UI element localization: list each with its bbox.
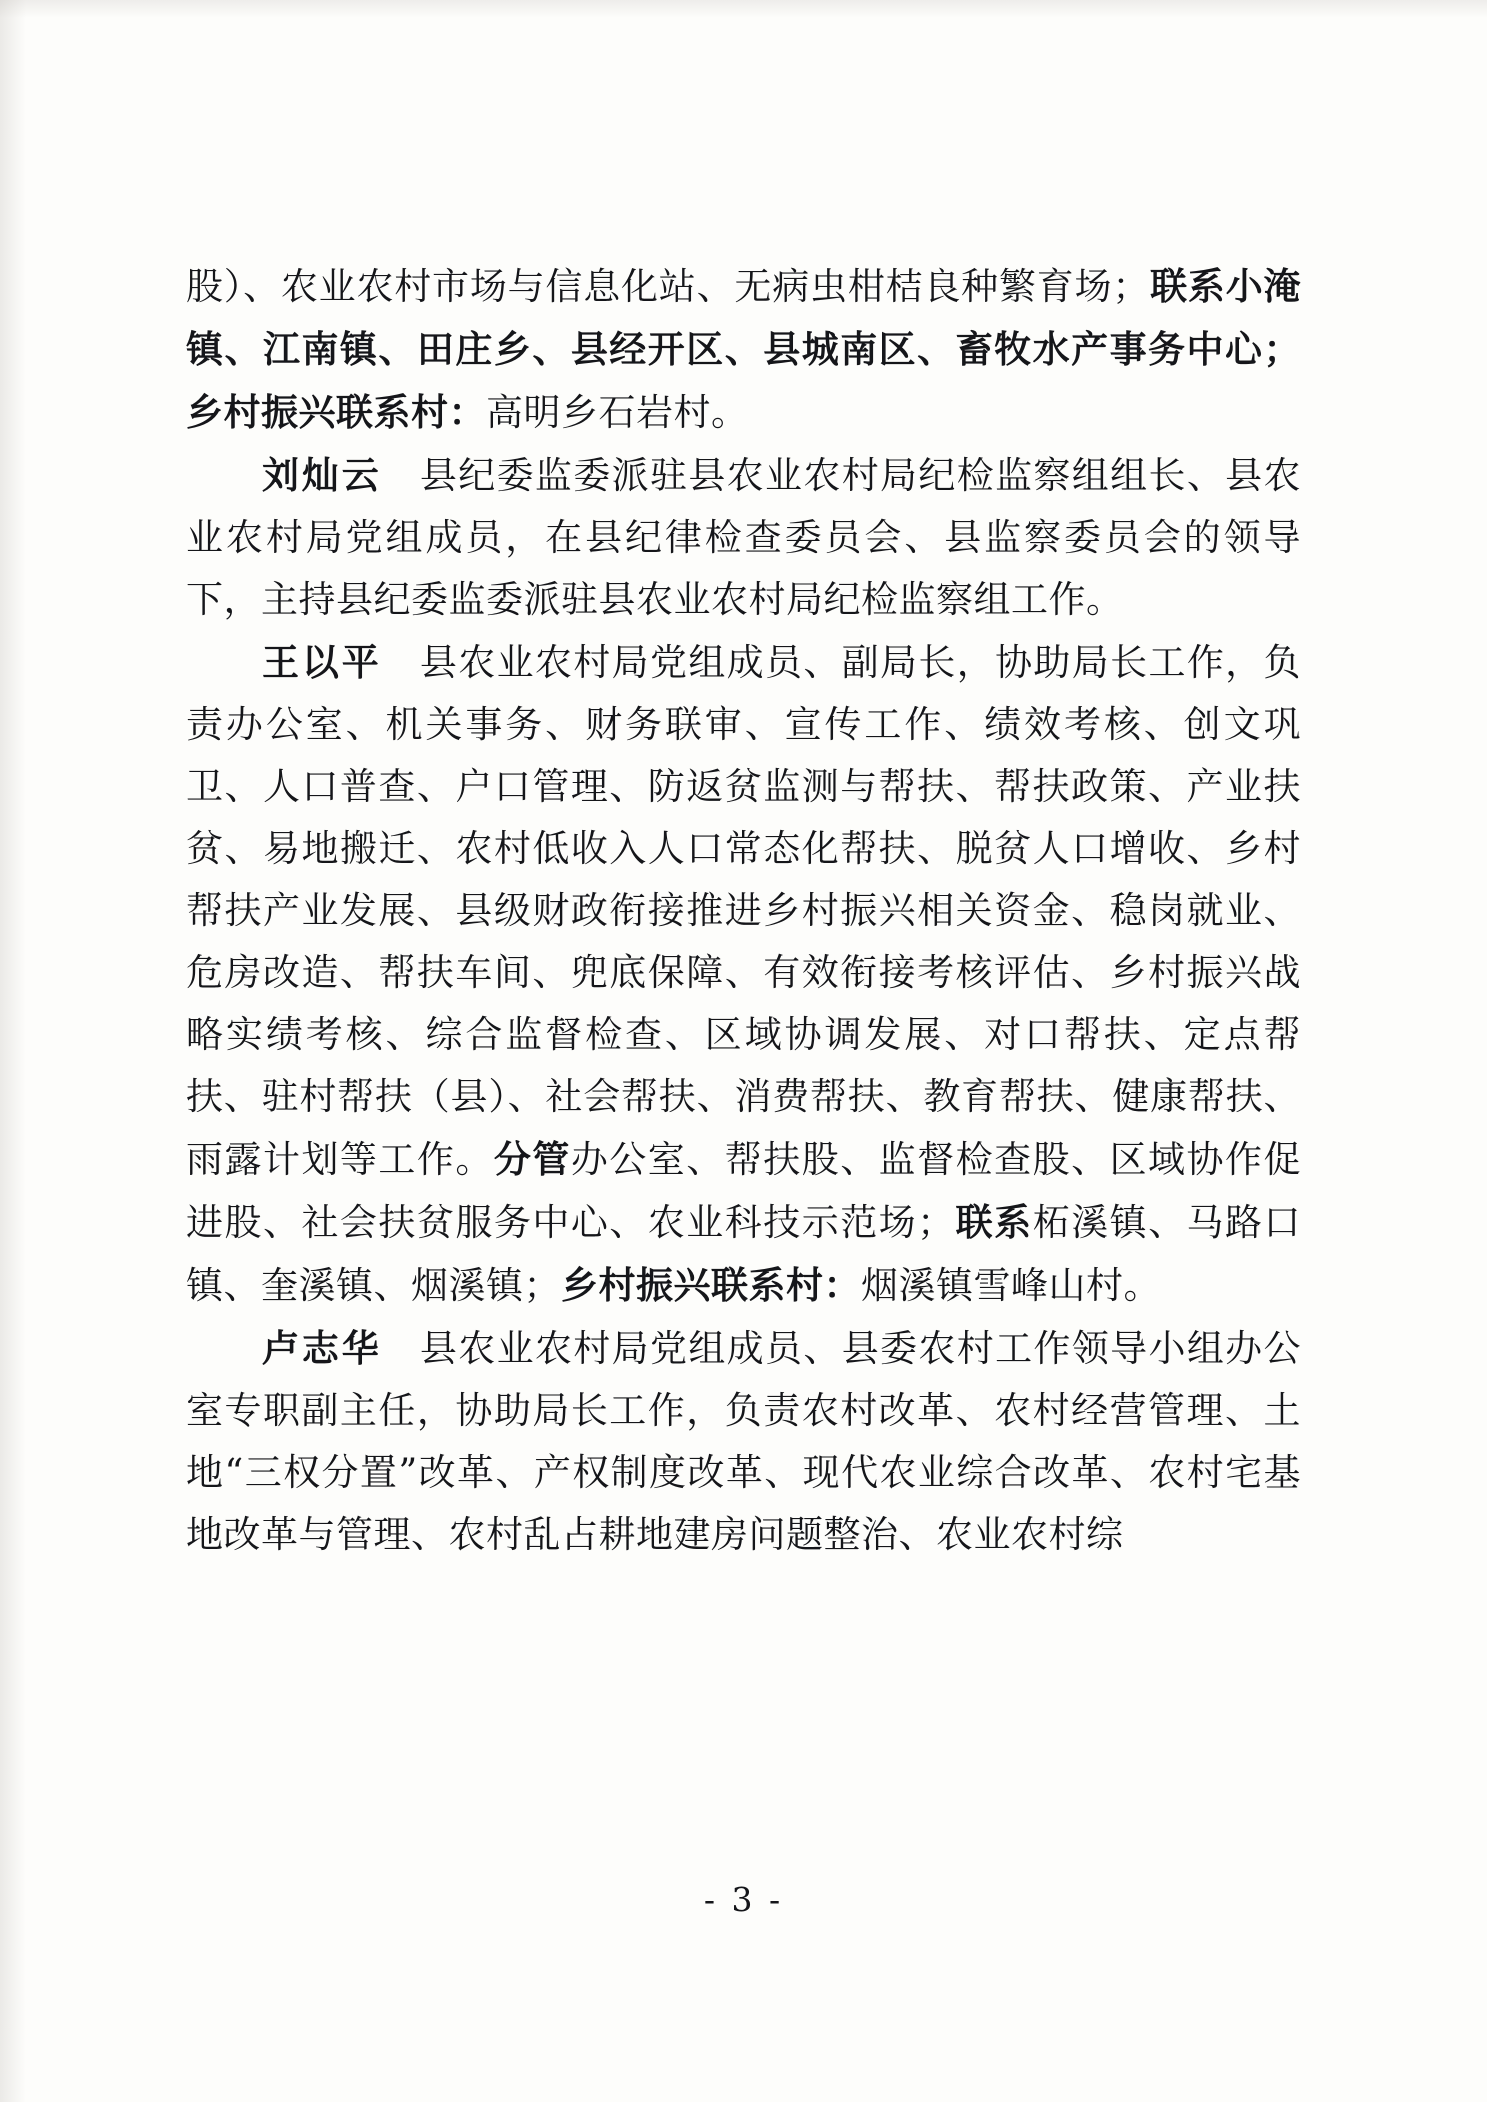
text-run: 分管 [493, 1137, 571, 1181]
text-run: 联系 [954, 1200, 1033, 1244]
page-left-shadow [0, 0, 26, 2102]
text-run: 烟溪镇雪峰山村。 [861, 1264, 1161, 1307]
paragraph-2 [186, 444, 1301, 631]
paragraph-3 [186, 631, 1301, 1317]
document-body [186, 255, 1301, 1566]
page-top-shadow [0, 0, 1487, 18]
text-run: 柘溪镇、马路口镇、奎溪镇、烟溪镇； [186, 1201, 1302, 1307]
page-number: - 3 - [703, 1880, 784, 1919]
paragraph-1 [186, 255, 1301, 444]
person-name: 王以平 [262, 640, 382, 684]
text-run: 县农业农村局党组成员、副局长，协助局长工作，负责办公室、机关事务、财务联审、宣传工作、绩效考核、创文巩卫、人口普查、户口管理、防返贫监测与帮扶、帮扶政策、产业扶贫、易地搬迁、农村低收入人口常态化帮扶、脱贫人口增收、乡村帮扶产业发展、县级财政衔接推进乡村振兴相关资金、稳岗就业、危房改造、帮扶车间、兜底保障、有效衔接考核评估、乡村振兴战略实绩考核、综合监督检查、区域协调发展、对口帮扶、定点帮扶、驻村帮扶（县）、社会帮扶、消费帮扶、教育帮扶、健康帮扶、雨露计划等工作。 [186, 641, 1302, 1181]
paragraph-4 [186, 1317, 1301, 1566]
text-run: 县纪委监委派驻县农业农村局纪检监察组组长、县农业农村局党组成员，在县纪律检查委员会、县监察委员会的领导下，主持县纪委监委派驻县农业农村局纪检监察组工作。 [186, 454, 1302, 621]
person-name: 卢志华 [262, 1326, 382, 1370]
text-run: 联系小淹镇、江南镇、田庄乡、县经开区、县城南区、畜牧水产事务中心；乡村振兴联系村： [186, 264, 1302, 434]
text-run: 乡村振兴联系村： [561, 1263, 861, 1307]
text-run: 高明乡石岩村。 [486, 391, 749, 434]
text-run: 办公室、帮扶股、监督检查股、区域协作促进股、社会扶贫服务中心、农业科技示范场； [186, 1138, 1302, 1244]
person-name: 刘灿云 [262, 453, 382, 497]
text-run: 县农业农村局党组成员、县委农村工作领导小组办公室专职副主任，协助局长工作，负责农村改革、农村经营管理、土地“三权分置”改革、产权制度改革、现代农业综合改革、农村宅基地改革与管理、农村乱占耕地建房问题整治、农业农村综 [186, 1327, 1302, 1556]
text-run: 股）、农业农村市场与信息化站、无病虫柑桔良种繁育场； [186, 265, 1150, 308]
